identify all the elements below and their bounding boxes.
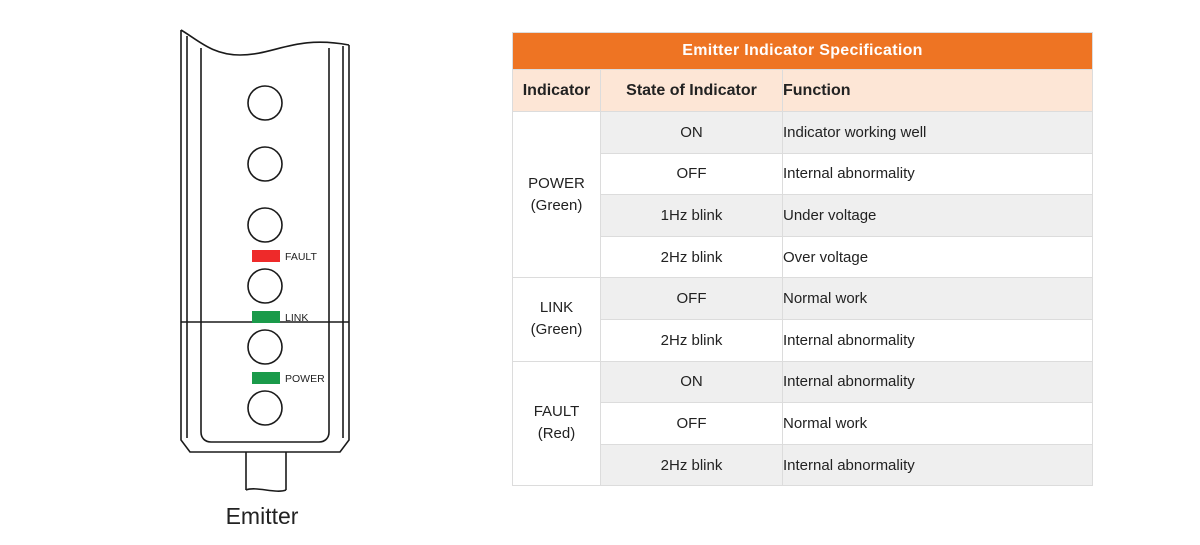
table-title-row [513, 33, 1093, 70]
fault-led-label: FAULT [285, 251, 317, 263]
function-cell: Internal abnormality [783, 361, 1093, 403]
function-cell: Normal work [783, 278, 1093, 320]
state-cell: OFF [601, 153, 783, 195]
table-row [513, 112, 1093, 154]
housing-outer [181, 30, 349, 452]
indicator-spec-table [512, 32, 1093, 486]
header-indicator: Indicator [513, 70, 601, 112]
emitter-caption: Emitter [225, 503, 299, 529]
housing-break-line [181, 30, 349, 55]
lens-circle [248, 147, 282, 181]
group-fault [513, 361, 601, 486]
emitter-diagram [0, 0, 480, 545]
link-led [252, 311, 280, 323]
power-led [252, 372, 280, 384]
table-title: Emitter Indicator Specification [513, 33, 1093, 70]
state-cell: OFF [601, 403, 783, 445]
state-cell: 1Hz blink [601, 195, 783, 237]
group-color: (Green) [530, 321, 583, 339]
lens-circle [248, 330, 282, 364]
group-power [513, 112, 601, 278]
group-color: (Green) [530, 196, 583, 214]
group-name: POWER [528, 174, 585, 192]
function-cell: Internal abnormality [783, 153, 1093, 195]
function-cell: Internal abnormality [783, 319, 1093, 361]
group-link [513, 278, 601, 361]
function-cell: Normal work [783, 403, 1093, 445]
header-state: State of Indicator [601, 70, 783, 112]
function-cell: Under voltage [783, 195, 1093, 237]
lens-circle [248, 208, 282, 242]
power-led-label: POWER [285, 373, 325, 385]
cable [246, 452, 286, 490]
group-color: (Red) [537, 425, 576, 443]
state-cell: OFF [601, 278, 783, 320]
state-cell: 2Hz blink [601, 444, 783, 486]
table-row [513, 361, 1093, 403]
function-cell: Internal abnormality [783, 444, 1093, 486]
link-led-label: LINK [285, 312, 309, 324]
function-cell: Over voltage [783, 236, 1093, 278]
header-function: Function [783, 70, 1093, 112]
group-name: FAULT [533, 403, 580, 421]
lens-circle [248, 269, 282, 303]
fault-led [252, 250, 280, 262]
state-cell: 2Hz blink [601, 236, 783, 278]
table-row [513, 278, 1093, 320]
state-cell: ON [601, 361, 783, 403]
state-cell: ON [601, 112, 783, 154]
group-name: LINK [539, 299, 574, 317]
function-cell: Indicator working well [783, 112, 1093, 154]
state-cell: 2Hz blink [601, 319, 783, 361]
lens-circle [248, 391, 282, 425]
table-header-row [513, 70, 1093, 112]
lens-circle [248, 86, 282, 120]
